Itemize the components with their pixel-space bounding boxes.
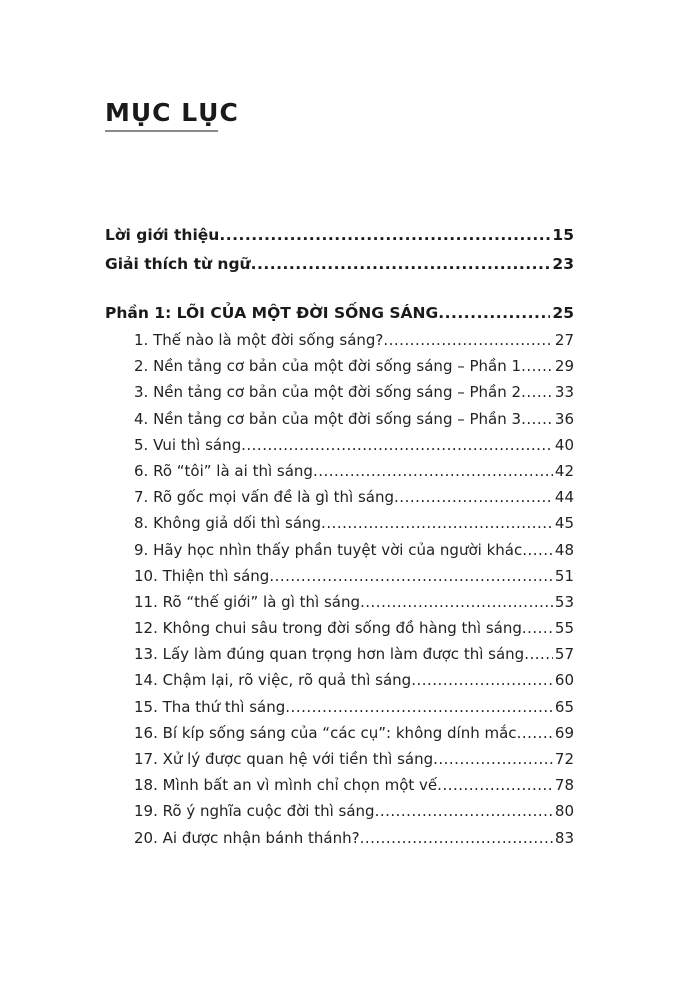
toc-entry-label: 2. Nền tảng cơ bản của một đời sống sáng – Phần 1 bbox=[134, 357, 522, 376]
toc-entry-label: 6. Rõ “tôi” là ai thì sáng bbox=[134, 461, 313, 480]
toc-entry-intro[interactable] bbox=[105, 224, 574, 253]
title-underline bbox=[105, 130, 218, 132]
toc-entry[interactable] bbox=[134, 643, 574, 669]
toc-entry-page: 36 bbox=[554, 409, 574, 428]
toc-entry-label: 1. Thế nào là một đời sống sáng? bbox=[134, 331, 384, 349]
table-of-contents bbox=[105, 224, 574, 853]
toc-entry-page: 51 bbox=[554, 566, 574, 585]
toc-entry[interactable] bbox=[134, 565, 574, 591]
toc-entry[interactable] bbox=[134, 381, 574, 407]
toc-entry-page: 40 bbox=[554, 435, 574, 454]
toc-entry-page: 72 bbox=[554, 750, 574, 768]
toc-entry-label: 9. Hãy học nhìn thấy phần tuyệt vời của người khác bbox=[134, 540, 523, 559]
dot-leader bbox=[517, 722, 553, 744]
dot-leader bbox=[438, 302, 550, 324]
toc-entry-label: 4. Nền tảng cơ bản của một đời sống sáng – Phần 3 bbox=[134, 409, 522, 428]
toc-entry-label: Phần 1: LÕI CỦA MỘT ĐỜI SỐNG SÁNG bbox=[105, 304, 439, 322]
dot-leader bbox=[383, 329, 553, 351]
dot-leader bbox=[411, 669, 553, 691]
toc-entry[interactable] bbox=[134, 329, 574, 355]
dot-leader bbox=[375, 800, 553, 822]
toc-entry-label: 14. Chậm lại, rõ việc, rõ quả thì sáng bbox=[134, 671, 412, 690]
toc-entry[interactable] bbox=[134, 355, 574, 381]
toc-entry-page: 78 bbox=[554, 776, 574, 795]
toc-entry[interactable] bbox=[134, 748, 574, 774]
toc-entry-page: 44 bbox=[554, 488, 574, 507]
dot-leader bbox=[521, 355, 553, 377]
dot-leader bbox=[521, 381, 553, 403]
toc-entry[interactable] bbox=[134, 696, 574, 722]
toc-entry-page: 25 bbox=[552, 304, 574, 322]
toc-entry-label: 13. Lấy làm đúng quan trọng hơn làm được thì sáng bbox=[134, 645, 525, 664]
toc-entry-label: 12. Không chui sâu trong đời sống đồ hàng thì sáng bbox=[134, 619, 522, 638]
toc-entry[interactable] bbox=[134, 434, 574, 460]
toc-entry-page: 83 bbox=[554, 828, 574, 847]
toc-entry[interactable] bbox=[134, 539, 574, 565]
toc-entry-page: 65 bbox=[554, 697, 574, 716]
toc-entry-label: 5. Vui thì sáng bbox=[134, 435, 242, 454]
toc-entry[interactable] bbox=[134, 617, 574, 643]
dot-leader bbox=[219, 224, 550, 246]
toc-entry-label: 3. Nền tảng cơ bản của một đời sống sáng – Phần 2 bbox=[134, 383, 522, 402]
dot-leader bbox=[360, 591, 553, 613]
toc-entry-label: 20. Ai được nhận bánh thánh? bbox=[134, 828, 360, 847]
toc-part-heading[interactable] bbox=[105, 302, 574, 329]
dot-leader bbox=[241, 434, 553, 456]
toc-entry[interactable] bbox=[134, 591, 574, 617]
toc-entry-page: 45 bbox=[554, 514, 574, 533]
toc-entry-page: 60 bbox=[554, 671, 574, 690]
toc-entry-label: 19. Rõ ý nghĩa cuộc đời thì sáng bbox=[134, 802, 375, 821]
toc-entry-page: 53 bbox=[554, 592, 574, 611]
dot-leader bbox=[313, 460, 553, 482]
toc-entry[interactable] bbox=[134, 774, 574, 800]
toc-entry[interactable] bbox=[134, 669, 574, 695]
dot-leader bbox=[522, 617, 553, 639]
toc-entry[interactable] bbox=[134, 800, 574, 826]
toc-chapter-list bbox=[105, 329, 574, 853]
toc-entry-label: Giải thích từ ngữ bbox=[105, 255, 251, 273]
dot-leader bbox=[251, 253, 551, 275]
toc-entry[interactable] bbox=[134, 460, 574, 486]
toc-entry-page: 48 bbox=[554, 540, 574, 559]
toc-entry-label: 8. Không giả dối thì sáng bbox=[134, 514, 322, 533]
toc-entry-page: 23 bbox=[552, 255, 574, 273]
toc-entry-page: 33 bbox=[554, 383, 574, 402]
toc-entry-label: 18. Mình bất an vì mình chỉ chọn một vế bbox=[134, 776, 438, 795]
dot-leader bbox=[522, 539, 553, 561]
toc-entry-page: 42 bbox=[554, 461, 574, 480]
toc-entry-page: 80 bbox=[554, 802, 574, 821]
toc-entry-label: 17. Xử lý được quan hệ với tiền thì sáng bbox=[134, 750, 434, 768]
toc-entry[interactable] bbox=[134, 827, 574, 853]
toc-entry-glossary[interactable] bbox=[105, 253, 574, 282]
toc-entry[interactable] bbox=[134, 722, 574, 748]
dot-leader bbox=[433, 748, 553, 770]
toc-entry-page: 27 bbox=[554, 331, 574, 349]
dot-leader bbox=[285, 696, 553, 718]
page-title: MỤC LỤC bbox=[105, 98, 239, 127]
toc-entry-label: 11. Rõ “thế giới” là gì thì sáng bbox=[134, 592, 360, 611]
toc-entry[interactable] bbox=[134, 512, 574, 538]
toc-entry[interactable] bbox=[134, 486, 574, 512]
toc-entry-label: 7. Rõ gốc mọi vấn đề là gì thì sáng bbox=[134, 488, 395, 507]
toc-entry-label: 16. Bí kíp sống sáng của “các cụ”: không dính mắc bbox=[134, 723, 517, 742]
dot-leader bbox=[524, 643, 553, 665]
dot-leader bbox=[521, 408, 553, 430]
toc-entry-label: 10. Thiện thì sáng bbox=[134, 566, 270, 585]
dot-leader bbox=[437, 774, 553, 796]
toc-entry-page: 69 bbox=[554, 723, 574, 742]
dot-leader bbox=[394, 486, 553, 508]
toc-entry-label: 15. Tha thứ thì sáng bbox=[134, 697, 286, 716]
dot-leader bbox=[269, 565, 553, 587]
toc-entry-page: 15 bbox=[552, 226, 574, 244]
toc-entry-label: Lời giới thiệu bbox=[105, 226, 220, 244]
toc-entry-page: 57 bbox=[554, 645, 574, 664]
toc-entry[interactable] bbox=[134, 408, 574, 434]
toc-entry-page: 55 bbox=[554, 619, 574, 638]
dot-leader bbox=[360, 827, 553, 849]
dot-leader bbox=[321, 512, 553, 534]
toc-entry-page: 29 bbox=[554, 357, 574, 376]
